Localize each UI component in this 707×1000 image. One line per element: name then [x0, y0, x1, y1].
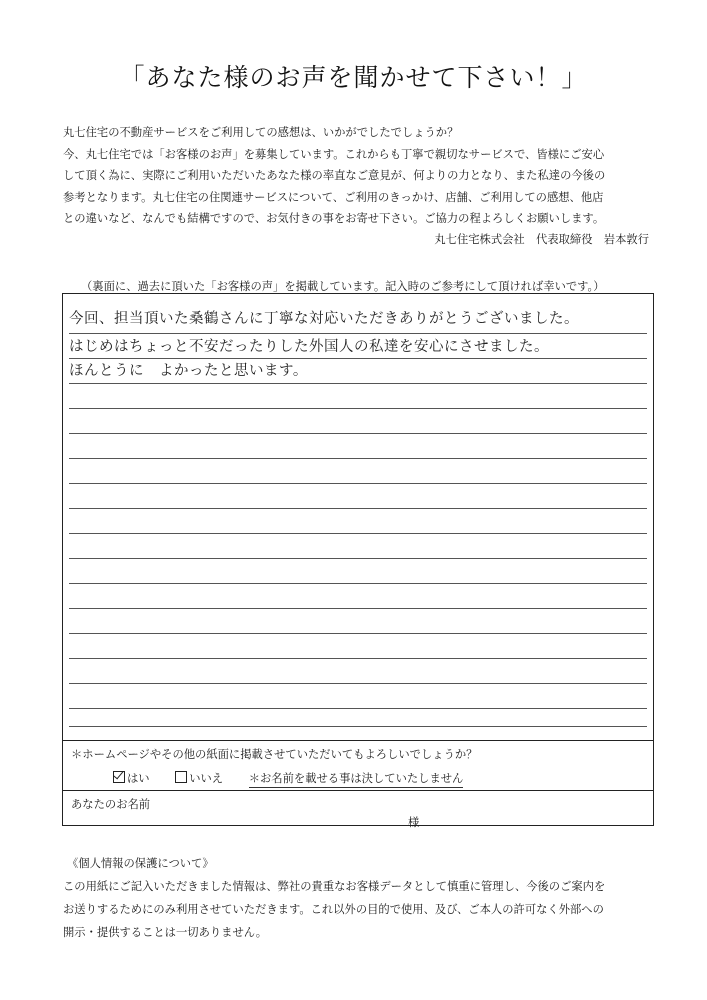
no-checkbox[interactable] [175, 771, 187, 783]
privacy-heading: 《個人情報の保護について》 [67, 857, 214, 870]
yes-checkbox[interactable] [113, 771, 125, 783]
no-label: いいえ [189, 772, 224, 785]
intro-line: 丸七住宅の不動産サービスをご利用しての感想は、いかがでしたでしょうか？ [63, 126, 459, 139]
yes-label: はい [127, 772, 150, 785]
ruled-line [69, 408, 647, 409]
signature: 丸七住宅株式会社 代表取締役 岩本敦行 [434, 233, 649, 246]
ruled-line [69, 608, 647, 609]
handwritten-line: 今回、担当頂いた桑鶴さんに丁寧な対応いただきありがとうございました。 [69, 311, 579, 327]
consent-question: ＊ホームページやその他の紙面に掲載させていただいてもよろしいでしょうか？ [71, 748, 478, 761]
ruled-line [69, 633, 647, 634]
ruled-line [69, 533, 647, 534]
name-field-label: あなたのお名前 [71, 798, 151, 811]
intro-line: 参考となります。丸七住宅の住関連サービスについて、ご利用のきっかけ、店舗、ご利用しての感想、他店 [63, 190, 604, 204]
section-divider [63, 740, 653, 741]
intro-text [63, 122, 663, 230]
consent-no-option[interactable] [175, 770, 223, 786]
page-title: 「あなた様のお声を聞かせて下さい！」 [119, 63, 588, 92]
ruled-line [69, 558, 647, 559]
ruled-line [69, 683, 647, 684]
ruled-line [69, 708, 647, 709]
ruled-line [69, 458, 647, 459]
name-privacy-notice: ＊お名前を載せる事は決していたしません [249, 770, 464, 788]
ruled-line [69, 333, 647, 334]
ruled-line [69, 483, 647, 484]
handwritten-line: はじめはちょっと不安だったりした外国人の私達を安心にさせました。 [69, 339, 549, 355]
intro-line: して頂く為に、実際にご利用いただいたあなた様の率直なご意見が、何よりの力となり、また私達の今後の [63, 169, 606, 182]
consent-yes-option[interactable] [113, 770, 150, 786]
ruled-line [69, 726, 647, 727]
privacy-line: お送りするためにのみ利用させていただきます。これ以外の目的で使用、及び、ご本人の許可なく外部への [63, 903, 604, 916]
privacy-line: この用紙にご記入いただきました情報は、弊社の貴重なお客様データとして慎重に管理し、今後のご案内を [63, 880, 606, 893]
handwritten-line: ほんとうに よかったと思います。 [69, 363, 308, 379]
ruled-line [69, 433, 647, 434]
section-divider [63, 790, 653, 791]
name-suffix: 様 [408, 816, 420, 829]
ruled-line [69, 383, 647, 384]
privacy-section [63, 852, 663, 944]
intro-line: 今、丸七住宅では「お客様のお声」を募集しています。これからも丁寧で親切なサービスで、皆様にご安心 [63, 147, 605, 161]
ruled-line [69, 658, 647, 659]
intro-line: との違いなど、なんでも結構ですので、お気付きの事をお寄せ下さい。ご協力の程よろしくお願いします。 [63, 212, 605, 225]
ruled-line [69, 583, 647, 584]
consent-options [113, 770, 463, 788]
feedback-form [62, 293, 654, 829]
reference-note: （裏面に、過去に頂いた「お客様の声」を掲載しています。記入時のご参考にして頂ければ幸いです。） [81, 280, 605, 293]
ruled-line [69, 508, 647, 509]
privacy-line: 開示・提供することは一切ありません。 [63, 926, 268, 939]
comment-area[interactable] [63, 294, 653, 740]
